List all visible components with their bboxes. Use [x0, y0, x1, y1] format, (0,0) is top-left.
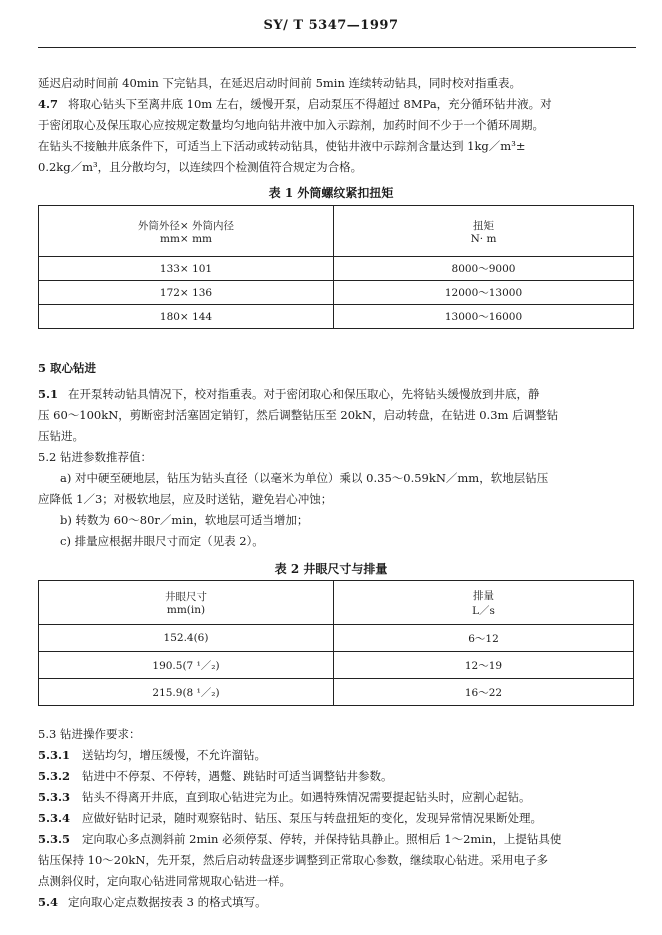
section-5-2: 5.2 钻进参数推荐值：	[38, 450, 152, 464]
table1-header-torque: 扭矩 N· m	[334, 206, 634, 257]
table1-caption: 表 1 外筒螺纹紧扣扭矩	[268, 186, 394, 200]
section-4-7-line4: 0.2kg／m³，且分散均匀，以连续四个检测值符合规定为合格。	[38, 160, 363, 174]
section-5-3-2-text: 钻进中不停泵、不停转，遇蹩、跳钻时可适当调整钻井参数。	[82, 769, 393, 783]
table2	[38, 580, 634, 706]
table2-header-flow-rate: 排量 L／s	[334, 581, 634, 625]
section-5-3-5-line2: 钻压保持 10～20kN，先开泵，然后启动转盘逐步调整到正常取心参数，继续取心钻进。采用电子多	[38, 853, 548, 867]
table-row: 172× 136 12000～13000	[39, 281, 634, 305]
table2-header-hole-size: 井眼尺寸 mm(in)	[39, 581, 334, 625]
section-5-3-4-text: 应做好钻时记录，随时观察钻时、钻压、泵压与转盘扭矩的变化，发现异常情况果断处理。	[82, 811, 542, 825]
section-4-7-line1: 将取心钻头下至离井底 10m 左右，缓慢开泵，启动泵压不得超过 8MPa，充分循环钻井液。对	[68, 97, 552, 111]
section-5-title: 5 取心钻进	[38, 361, 97, 375]
table-row: 133× 101 8000～9000	[39, 257, 634, 281]
table1-header-dimension: 外筒外径× 外筒内径 mm× mm	[39, 206, 334, 257]
section-5-3-3-number: 5.3.3	[38, 790, 71, 804]
section-5-3-1-text: 送钻均匀，增压缓慢，不允许溜钻。	[82, 748, 266, 762]
section-4-7-line3: 在钻头不接触井底条件下，可适当上下活动或转动钻具，使钻井液中示踪剂含量达到 1kg／m³±	[38, 139, 526, 153]
section-5-4-number: 5.4	[38, 895, 59, 909]
section-5-1-line1: 在开泵转动钻具情况下，校对指重表。对于密闭取心和保压取心，先将钻头缓慢放到井底，静	[68, 387, 540, 401]
section-5-3: 5.3 钻进操作要求：	[38, 727, 141, 741]
header-rule	[38, 47, 636, 48]
section-4-7-line2: 于密闭取心及保压取心应按规定数量均匀地向钻井液中加入示踪剂，加药时间不少于一个循环周期。	[38, 118, 544, 132]
section-5-1-number: 5.1	[38, 387, 59, 401]
section-5-3-3-text: 钻头不得离开井底，直到取心钻进完为止。如遇特殊情况需要提起钻头时，应割心起钻。	[82, 790, 531, 804]
section-5-3-5-number: 5.3.5	[38, 832, 71, 846]
standard-header: SY/ T 5347—1997	[263, 18, 399, 33]
table-row: 180× 144 13000～16000	[39, 305, 634, 329]
item-b: b) 转数为 60～80r／min，软地层可适当增加；	[60, 513, 309, 527]
section-5-4-text: 定向取心定点数据按表 3 的格式填写。	[68, 895, 267, 909]
table-row: 152.4(6) 6～12	[39, 625, 634, 652]
item-c: c) 排量应根据井眼尺寸而定（见表 2）。	[60, 534, 264, 548]
section-5-1-line2: 压 60～100kN，剪断密封活塞固定销钉，然后调整钻压至 20kN，启动转盘，在钻进 0.3m 后调整钻	[38, 408, 559, 422]
section-5-3-1-number: 5.3.1	[38, 748, 71, 762]
item-a-line1: a) 对中硬至硬地层，钻压为钻头直径（以毫米为单位）乘以 0.35～0.59kN／mm，软地层钻压	[60, 471, 549, 485]
paragraph-continuation: 延迟启动时间前 40min 下完钻具，在延迟启动时间前 5min 连续转动钻具，同时校对指重表。	[38, 76, 522, 90]
section-5-3-2-number: 5.3.2	[38, 769, 71, 783]
item-a-line2: 应降低 1／3；对极软地层，应及时送钻，避免岩心冲蚀；	[38, 492, 333, 506]
table1	[38, 205, 634, 329]
section-4-7-number: 4.7	[38, 97, 59, 111]
section-5-3-5-line3: 点测斜仪时，定向取心钻进同常规取心钻进一样。	[38, 874, 291, 888]
table-row: 215.9(8 ¹／₂) 16～22	[39, 679, 634, 706]
table2-caption: 表 2 井眼尺寸与排量	[274, 562, 388, 576]
section-5-3-4-number: 5.3.4	[38, 811, 71, 825]
section-5-1-line3: 压钻进。	[38, 429, 84, 443]
table-row: 190.5(7 ¹／₂) 12～19	[39, 652, 634, 679]
section-5-3-5-line1: 定向取心多点测斜前 2min 必须停泵、停转，并保持钻具静止。照相后 1～2min，上提钻具使	[82, 832, 562, 846]
